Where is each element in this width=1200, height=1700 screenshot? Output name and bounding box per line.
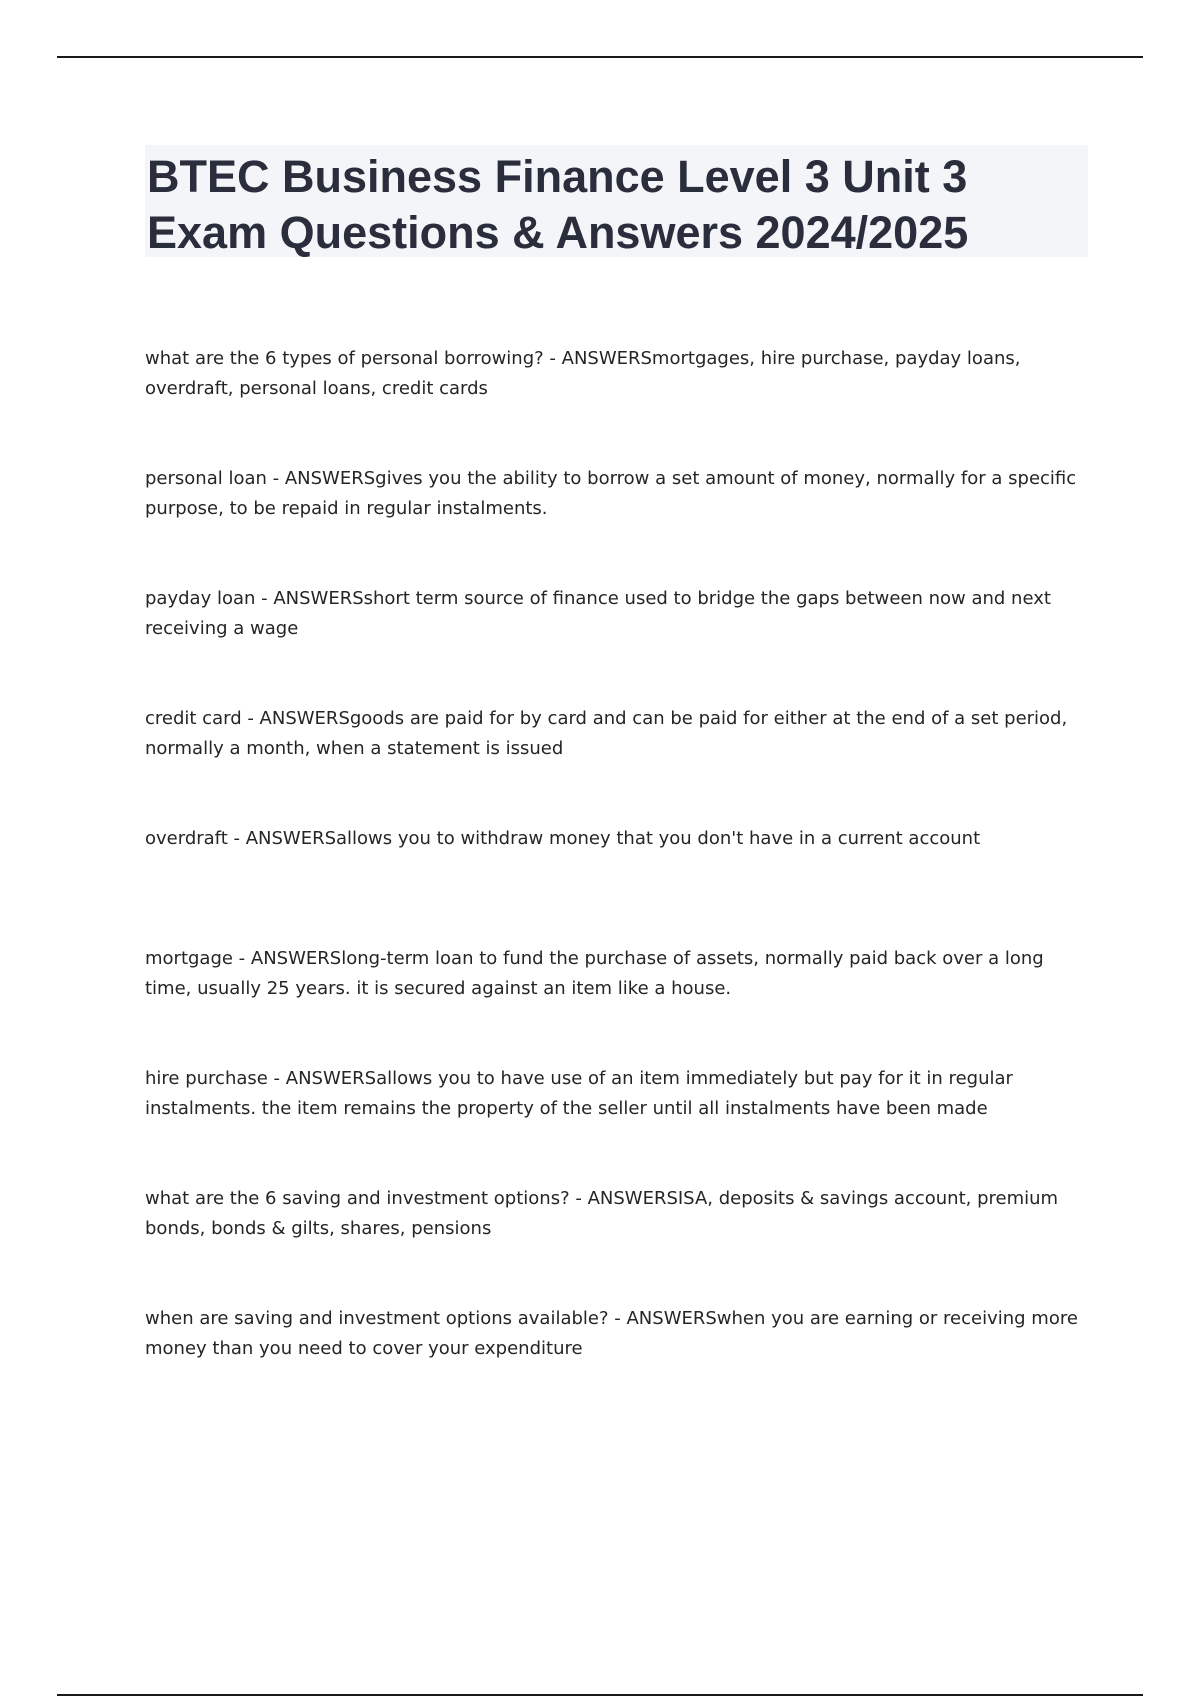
page-title <box>145 145 1088 261</box>
qa-item: personal loan - ANSWERSgives you the ability to borrow a set amount of money, normally for a specific purpose, to be repaid in regular instalments. <box>145 468 1077 519</box>
top-rule <box>57 56 1143 58</box>
qa-item: what are the 6 saving and investment options? - ANSWERSISA, deposits & savings account, premium bonds, bonds & gilts, shares, pensions <box>145 1188 1059 1239</box>
qa-item: what are the 6 types of personal borrowing? - ANSWERSmortgages, hire purchase, payday loans, overdraft, personal loans, credit cards <box>145 348 1021 399</box>
qa-item: credit card - ANSWERSgoods are paid for by card and can be paid for either at the end of a set period, normally a month, when a statement is issued <box>145 708 1068 759</box>
qa-item: payday loan - ANSWERSshort term source of finance used to bridge the gaps between now and next receiving a wage <box>145 588 1051 639</box>
qa-item: mortgage - ANSWERSlong-term loan to fund the purchase of assets, normally paid back over a long time, usually 25 years. it is secured against an item like a house. <box>145 948 1044 999</box>
title-line-1: BTEC Business Finance Level 3 Unit 3 <box>147 151 968 202</box>
qa-item: hire purchase - ANSWERSallows you to have use of an item immediately but pay for it in regular instalments. the item remains the property of the seller until all instalments have been made <box>145 1068 1013 1119</box>
qa-list <box>145 344 1095 1424</box>
qa-item: when are saving and investment options available? - ANSWERSwhen you are earning or receiving more money than you need to cover your expenditure <box>145 1308 1078 1359</box>
title-block <box>145 145 1088 257</box>
bottom-rule <box>57 1694 1143 1696</box>
qa-item: overdraft - ANSWERSallows you to withdraw money that you don't have in a current account <box>145 828 981 849</box>
title-line-2: Exam Questions & Answers 2024/2025 <box>147 207 969 258</box>
